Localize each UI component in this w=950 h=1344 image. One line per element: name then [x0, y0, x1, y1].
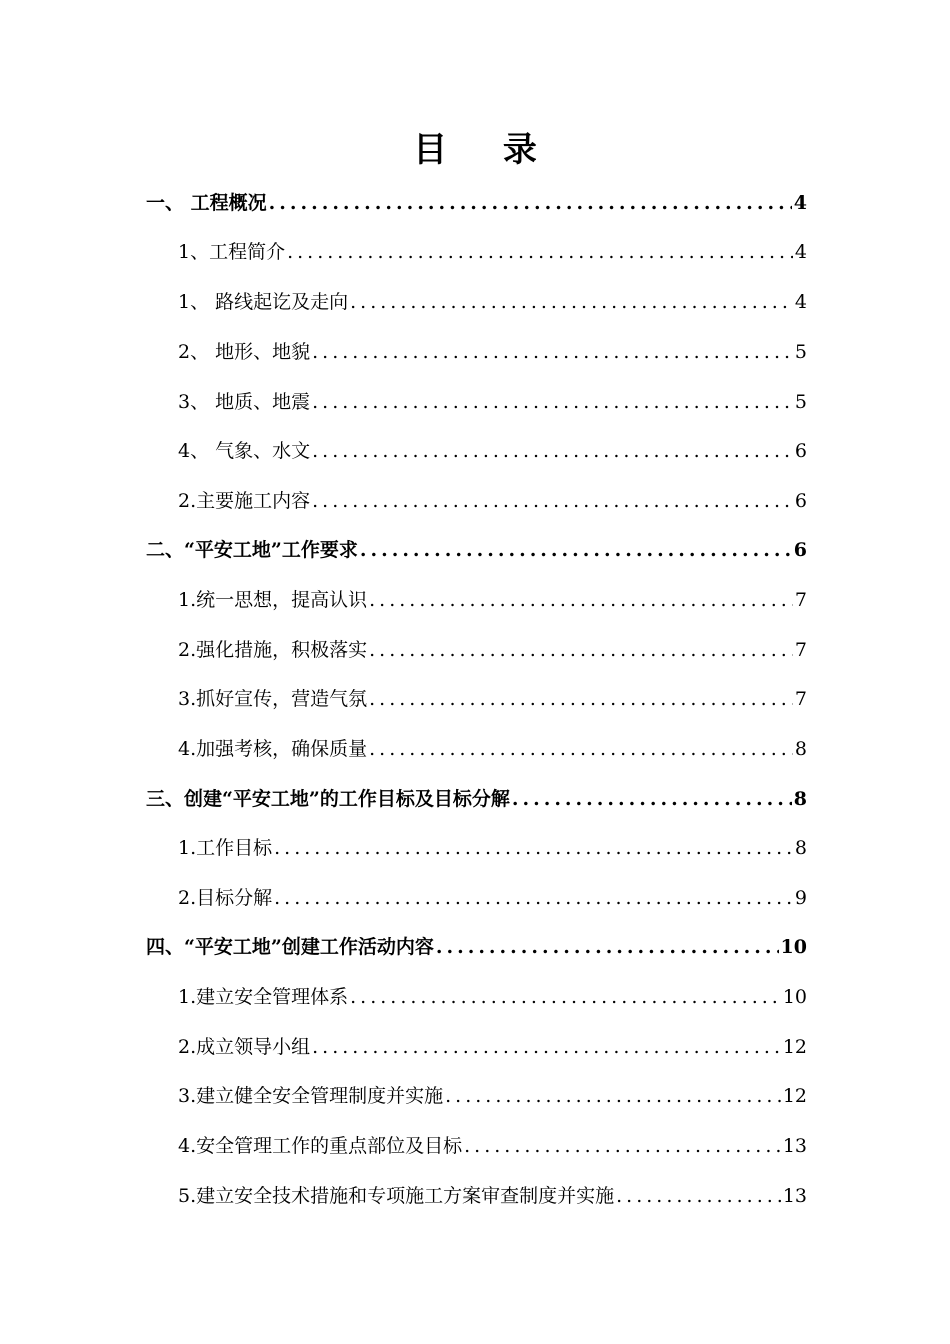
toc-entry-label: 2.强化措施，积极落实 [178, 639, 368, 661]
toc-entry-page: 10 [780, 936, 807, 958]
dot-leader [350, 287, 793, 317]
toc-entry-label: 2.主要施工内容 [178, 490, 311, 512]
toc-entry-page: 7 [794, 688, 807, 710]
toc-entry[interactable] [178, 635, 807, 665]
toc-entry-page: 9 [794, 887, 807, 909]
toc-title: 目 录 [413, 130, 559, 170]
toc-entry-page: 7 [794, 589, 807, 611]
toc-entry-label: 2.目标分解 [178, 887, 273, 909]
toc-entry-label: 3、 地质、地震 [178, 391, 311, 413]
toc-entry[interactable] [178, 1181, 807, 1211]
toc-entry[interactable] [178, 585, 807, 615]
toc-entry-label: 5.建立安全技术措施和专项施工方案审查制度并实施 [178, 1185, 615, 1207]
toc-entry-page: 6 [794, 440, 807, 462]
dot-leader [360, 535, 792, 565]
toc-entry-label: 2.成立领导小组 [178, 1036, 311, 1058]
dot-leader [274, 883, 793, 913]
toc-entry-label: 1、 路线起讫及走向 [178, 291, 349, 313]
toc-entry-label: 1.工作目标 [178, 837, 273, 859]
toc-entry-label: 1.统一思想，提高认识 [178, 589, 368, 611]
toc-entry[interactable] [146, 932, 807, 962]
toc-entry-page: 12 [782, 1036, 807, 1058]
toc-entry-label: 3.抓好宣传，营造气氛 [178, 688, 368, 710]
dot-leader [445, 1081, 781, 1111]
toc-entry-label: 1.建立安全管理体系 [178, 986, 349, 1008]
toc-entry-page: 12 [782, 1085, 807, 1107]
toc-entry-label: 3.建立健全安全管理制度并实施 [178, 1085, 444, 1107]
toc-entry[interactable] [178, 237, 807, 267]
toc-entry-page: 8 [793, 788, 807, 810]
dot-leader [369, 734, 793, 764]
dot-leader [350, 982, 781, 1012]
toc-entry-label: 一、 工程概况 [146, 192, 267, 214]
toc-entry-page: 7 [794, 639, 807, 661]
toc-entry[interactable] [178, 387, 807, 417]
toc-entry[interactable] [178, 883, 807, 913]
toc-entry-label: 二、“平安工地”工作要求 [146, 539, 358, 561]
toc-entry[interactable] [146, 535, 807, 565]
dot-leader [369, 635, 793, 665]
toc-entry-page: 8 [794, 837, 807, 859]
toc-entry-page: 5 [794, 341, 807, 363]
dot-leader [369, 684, 793, 714]
toc-entry-page: 10 [782, 986, 807, 1008]
toc-entry[interactable] [178, 833, 807, 863]
dot-leader [512, 784, 792, 814]
dot-leader [312, 436, 793, 466]
toc-entry-page: 6 [793, 539, 807, 561]
toc-entry[interactable] [178, 1032, 807, 1062]
dot-leader [436, 932, 779, 962]
dot-leader [312, 486, 793, 516]
dot-leader [369, 585, 793, 615]
toc-entry[interactable] [178, 1081, 807, 1111]
toc-entry-label: 1、工程简介 [178, 241, 286, 263]
toc-entry-label: 三、创建“平安工地”的工作目标及目标分解 [146, 788, 510, 810]
toc-entry[interactable] [178, 734, 807, 764]
toc-entry-page: 4 [794, 291, 807, 313]
toc-entry-page: 8 [794, 738, 807, 760]
toc-entry[interactable] [178, 287, 807, 317]
toc-entry[interactable] [178, 486, 807, 516]
toc-entry[interactable] [146, 188, 807, 218]
toc-entry-page: 5 [794, 391, 807, 413]
toc-entry[interactable] [146, 784, 807, 814]
toc-entry-label: 四、“平安工地”创建工作活动内容 [146, 936, 434, 958]
dot-leader [312, 337, 793, 367]
dot-leader [312, 387, 793, 417]
dot-leader [312, 1032, 781, 1062]
toc-entry-page: 4 [793, 192, 807, 214]
dot-leader [274, 833, 793, 863]
toc-entry-page: 4 [794, 241, 807, 263]
dot-leader [616, 1181, 781, 1211]
dot-leader [269, 188, 792, 218]
toc-entry[interactable] [178, 337, 807, 367]
toc-entry-label: 4.安全管理工作的重点部位及目标 [178, 1135, 463, 1157]
toc-entry[interactable] [178, 982, 807, 1012]
toc-entry[interactable] [178, 684, 807, 714]
toc-entry-page: 13 [782, 1185, 807, 1207]
dot-leader [287, 237, 793, 267]
toc-entry-label: 2、 地形、地貌 [178, 341, 311, 363]
toc-entry-page: 13 [782, 1135, 807, 1157]
toc-entry[interactable] [178, 1131, 807, 1161]
toc-entry-label: 4、 气象、水文 [178, 440, 311, 462]
toc-entry-label: 4.加强考核，确保质量 [178, 738, 368, 760]
dot-leader [464, 1131, 781, 1161]
toc-entry-page: 6 [794, 490, 807, 512]
toc-entry[interactable] [178, 436, 807, 466]
